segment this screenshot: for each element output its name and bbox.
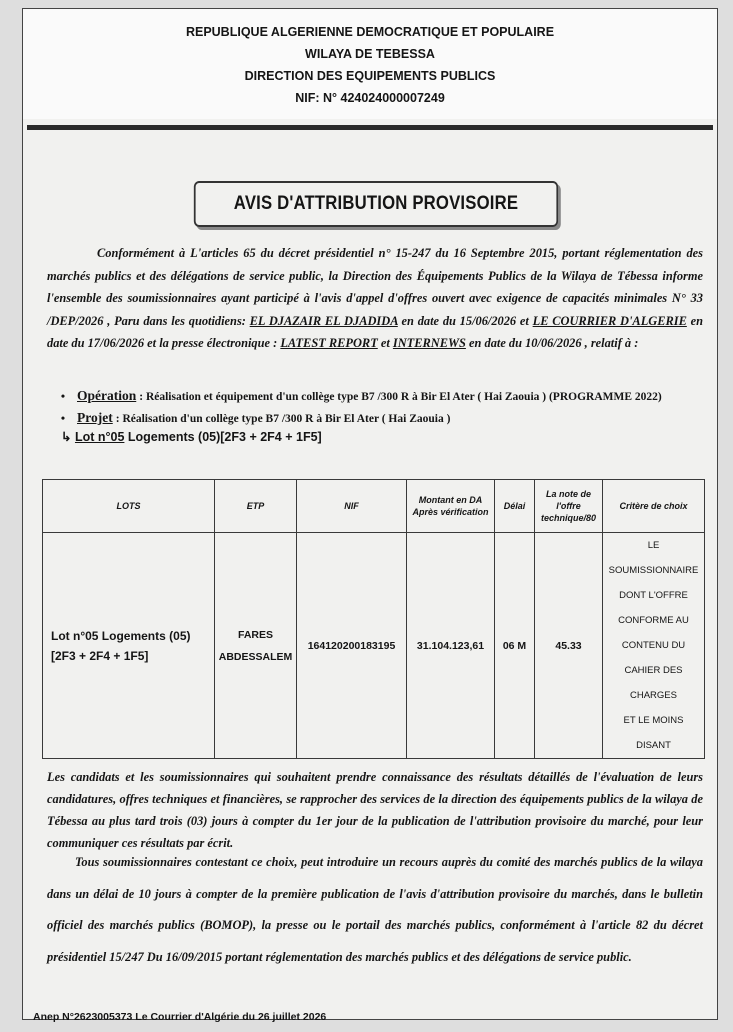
results-table: [42, 479, 705, 759]
header-nif: NIF: N° 424024000007249: [295, 91, 445, 105]
col-header-delai: Délai: [495, 480, 535, 533]
intro-paragraph: Conformément à L'articles 65 du décret présidentiel n° 15-247 du 16 Septembre 2015, portant réglementation des marchés publics et des délégations de service public, la Direction des Équipements Publics de la Wilaya de Tébessa informe l'ensemble des soumissionnaires ayant participé à l'avis d'appel d'offres ouvert avec exigence de capacités minimales N° 33 /DEP/2026 , Paru dans les quotidiens: EL DJAZAIR EL DJADIDA en date du 15/06/2026 et LE COURRIER D'ALGERIE en date du 17/06/2026 et la presse électronique : LATEST REPORT et INTERNEWS en date du 10/06/2026 , relatif à :: [47, 246, 704, 351]
col-header-note: La note de l'offre technique/80: [535, 480, 603, 533]
bullet-icon: •: [60, 389, 66, 403]
newspaper-internews: INTERNEWS: [392, 336, 466, 351]
col-header-etp: ETP: [215, 480, 297, 533]
appeal-paragraph: Tous soumissionnaires contestant ce choix, peut introduire un recours auprès du comité des marchés publics de la wilaya dans un délai de 10 jours à compter de la première publication de l'avis d'attribution provisoire du marchés, dans le bulletin officiel des marchés publics (BOMOP), la presse ou le portail des marchés publics, conformément à l'article 82 du décret présidentiel 15/247 Du 16/09/2015 portant réglementation des marchés publics et des délégations de service public.: [47, 855, 703, 964]
col-header-critere: Critère de choix: [603, 480, 705, 533]
results-paragraph: Les candidats et les soumissionnaires qui souhaitent prendre connaissance des résultats détaillés de l'évaluation de leurs candidatures, offres techniques et financières, se rapprocher des services de la direction des équipements publics de la wilaya de Tébessa au plus tard trois (03) jours à compter du 1er jour de la publication de l'attribution provisoire du marché, pour leur communiquer ces résultats par écrit.: [47, 770, 703, 850]
header-wilaya: WILAYA DE TEBESSA: [305, 47, 435, 61]
journal-date: Le Courrier d'Algérie du 26 juillet 2026: [135, 1011, 327, 1023]
lot-line: ↳ Lot n°05 Logements (05)[2F3 + 2F4 + 1F5]: [61, 430, 322, 444]
publication-footer: [33, 1011, 326, 1023]
newspaper-courrier: LE COURRIER D'ALGERIE: [532, 313, 687, 328]
col-header-nif: NIF: [297, 480, 407, 533]
cell-delai: 06 M: [495, 533, 535, 759]
table-row: [43, 533, 705, 759]
bullet-icon: •: [60, 411, 66, 425]
table-header-row: [43, 480, 705, 533]
header-block: [23, 21, 717, 109]
newspaper-el-djazair: EL DJAZAIR EL DJADIDA: [249, 313, 398, 328]
header-direction: DIRECTION DES EQUIPEMENTS PUBLICS: [244, 69, 496, 83]
header-republic: REPUBLIQUE ALGERIENNE DEMOCRATIQUE ET POPULAIRE: [185, 25, 555, 39]
operation-item: • Opération : Réalisation et équipement d'un collège type B7 /300 R à Bir El Ater ( Hai Zaouia ) (PROGRAMME 2022): [49, 385, 662, 407]
col-header-montant: Montant en DA Après vérification: [407, 480, 495, 533]
cell-note: 45.33: [535, 533, 603, 759]
projet-item: • Projet : Réalisation d'un collège type B7 /300 R à Bir El Ater ( Hai Zaouia ): [49, 407, 662, 429]
cell-nif: 164120200183195: [297, 533, 407, 759]
subject-list: [49, 385, 662, 429]
notice-title: AVIS D'ATTRIBUTION PROVISOIRE: [194, 181, 558, 227]
header-rule: [27, 125, 713, 130]
newspaper-latest-report: LATEST REPORT: [280, 336, 378, 351]
notice-page: [22, 8, 718, 1023]
cell-lot: Lot n°05 Logements (05) [2F3 + 2F4 + 1F5]: [43, 533, 215, 759]
cell-critere: LE SOUMISSIONNAIRE DONT L'OFFRE CONFORME AU CONTENU DU CAHIER DES CHARGES ET LE MOINS DISANT: [603, 533, 705, 759]
anep-number: Anep N°2623005373: [33, 1011, 133, 1023]
cell-montant: 31.104.123,61: [407, 533, 495, 759]
arrow-icon: ↳: [61, 430, 72, 444]
cell-etp: FARES ABDESSALEM: [215, 533, 297, 759]
col-header-lots: LOTS: [43, 480, 215, 533]
